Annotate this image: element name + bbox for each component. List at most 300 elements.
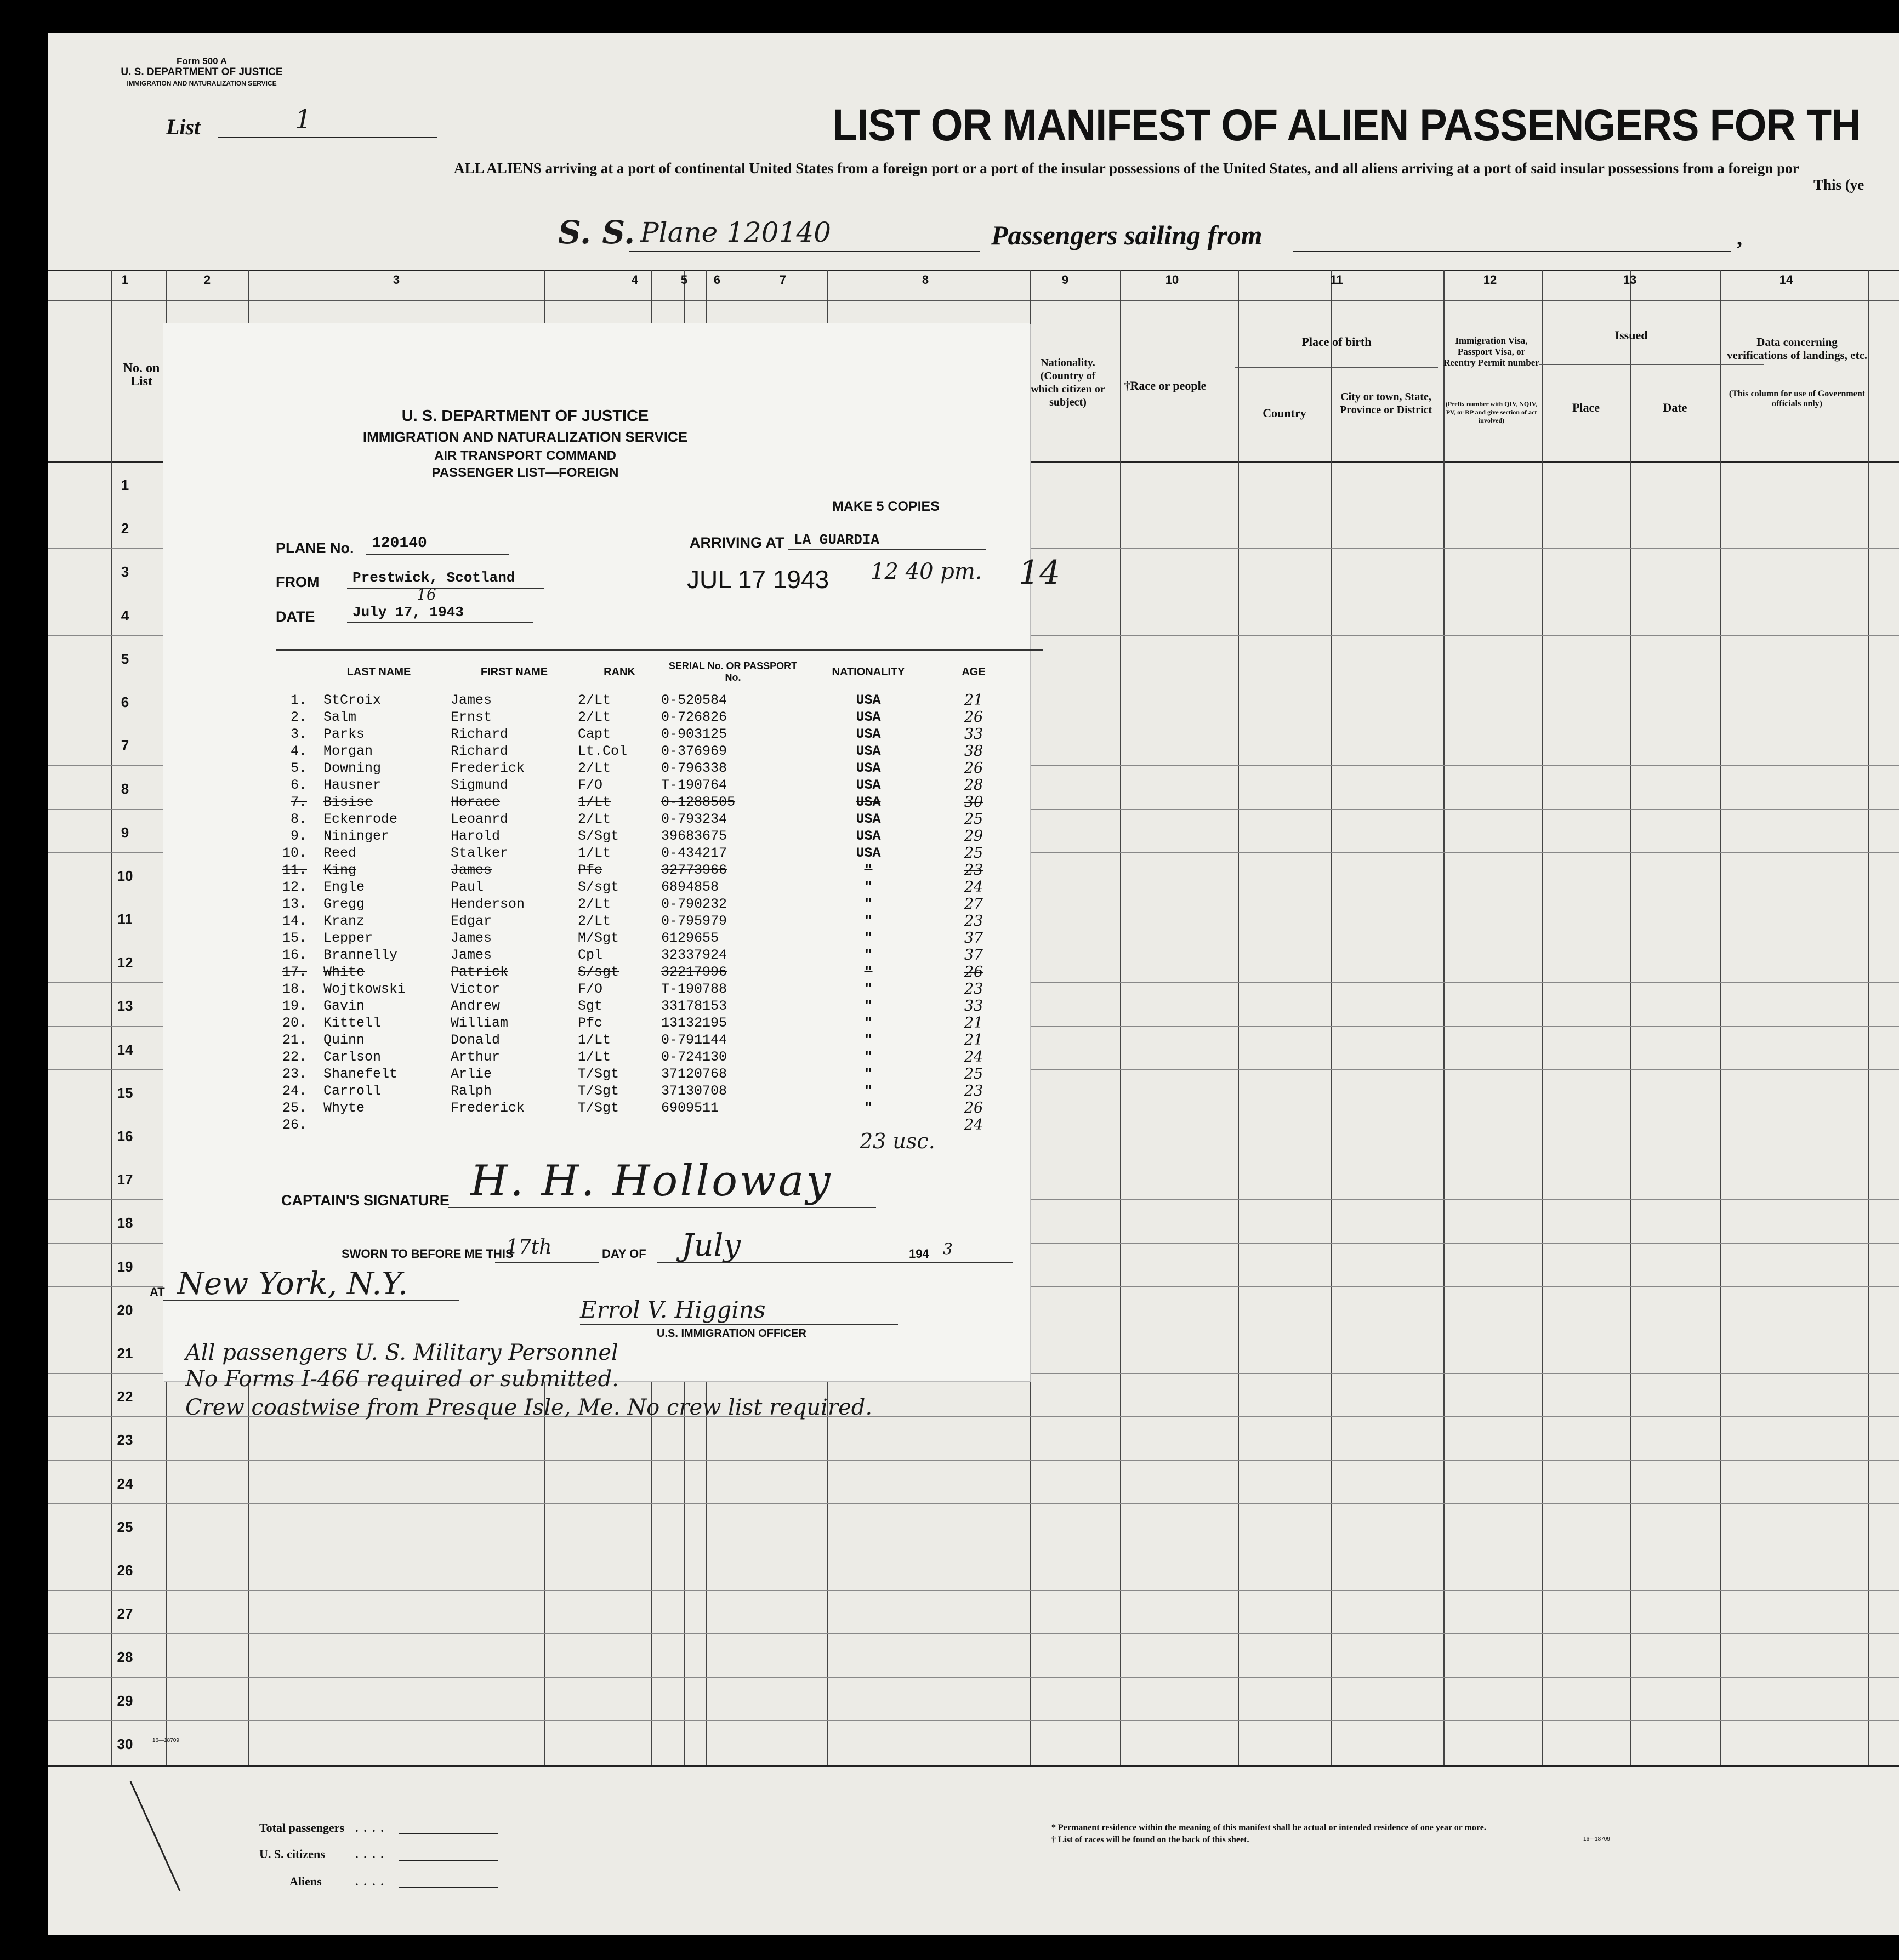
column-number: 12 bbox=[1483, 273, 1497, 287]
passenger-last-name: StCroix bbox=[323, 692, 382, 708]
header-data-concerning: Data concerning verifications of landings, etc. bbox=[1726, 335, 1868, 362]
passenger-serial: 33178153 bbox=[661, 998, 727, 1014]
pob-subrule bbox=[1235, 367, 1438, 368]
passenger-serial: 39683675 bbox=[661, 828, 727, 844]
passenger-first-name: James bbox=[451, 947, 492, 963]
passenger-age: 23 bbox=[964, 862, 983, 879]
header-no-on-list: No. on List bbox=[123, 361, 160, 389]
service-name: IMMIGRATION AND NATURALIZATION SERVICE bbox=[127, 79, 277, 87]
passenger-last-name: Kittell bbox=[323, 1015, 382, 1031]
row-number: 29 bbox=[117, 1693, 133, 1709]
passenger-age: 21 bbox=[964, 692, 983, 709]
passenger-index: 19. bbox=[282, 998, 307, 1014]
passenger-nationality: " bbox=[864, 1015, 873, 1031]
row-number: 8 bbox=[121, 780, 129, 797]
passenger-index: 23. bbox=[282, 1066, 307, 1082]
total-note: 23 usc. bbox=[860, 1129, 935, 1153]
passenger-last-name: Morgan bbox=[323, 743, 373, 759]
passenger-row bbox=[273, 811, 1015, 828]
row-number: 23 bbox=[117, 1432, 133, 1448]
passenger-index: 24. bbox=[282, 1083, 307, 1099]
passenger-serial: 6129655 bbox=[661, 930, 719, 946]
footer-code: 16—18709 bbox=[1583, 1836, 1610, 1842]
passenger-nationality: USA bbox=[856, 828, 881, 844]
row-number: 5 bbox=[121, 651, 129, 667]
passenger-index: 9. bbox=[290, 828, 307, 844]
plane-underline bbox=[366, 554, 509, 555]
column-rule bbox=[111, 270, 112, 1765]
table-bottom-border bbox=[48, 1765, 1899, 1767]
row-number: 16 bbox=[117, 1128, 133, 1144]
row-number: 4 bbox=[121, 607, 129, 624]
passenger-age: 38 bbox=[964, 743, 983, 760]
passenger-nationality: " bbox=[864, 930, 873, 946]
column-number: 8 bbox=[922, 273, 929, 287]
passenger-age: 23 bbox=[964, 913, 983, 930]
passenger-last-name: Hausner bbox=[323, 777, 382, 793]
row-number: 17 bbox=[117, 1171, 133, 1188]
sworn-month: July bbox=[681, 1228, 741, 1263]
passenger-nationality: " bbox=[864, 1100, 873, 1116]
passenger-index: 8. bbox=[290, 811, 307, 827]
passenger-first-name: Patrick bbox=[451, 964, 509, 980]
passenger-nationality: USA bbox=[856, 794, 881, 810]
passenger-age: 28 bbox=[964, 777, 983, 794]
row-number: 2 bbox=[121, 520, 129, 537]
insert-command: AIR TRANSPORT COMMAND bbox=[434, 448, 616, 463]
header-data-note: (This column for use of Government officials only) bbox=[1729, 389, 1866, 408]
passenger-age: 37 bbox=[964, 930, 983, 947]
passenger-serial: 37120768 bbox=[661, 1066, 727, 1082]
row-rule bbox=[48, 1677, 1899, 1678]
passenger-first-name: Arlie bbox=[451, 1066, 492, 1082]
passenger-serial: 0-434217 bbox=[661, 845, 727, 861]
footer-note-residence: * Permanent residence within the meaning of this manifest shall be actual or intended residence of one year or more. bbox=[1051, 1823, 1486, 1832]
passenger-first-name: Henderson bbox=[451, 896, 525, 912]
column-number: 3 bbox=[393, 273, 400, 287]
col-nationality: NATIONALITY bbox=[832, 665, 905, 678]
header-number-rule bbox=[48, 300, 1899, 301]
handwritten-count: 14 bbox=[1019, 554, 1061, 592]
at-value: New York, N.Y. bbox=[177, 1266, 408, 1302]
passenger-index: 10. bbox=[282, 845, 307, 861]
captain-signature: H. H. Holloway bbox=[470, 1156, 833, 1206]
passenger-nationality: USA bbox=[856, 743, 881, 759]
passenger-row bbox=[273, 709, 1015, 726]
column-rule bbox=[1120, 270, 1121, 1765]
passenger-row bbox=[273, 760, 1015, 777]
passenger-nationality: USA bbox=[856, 845, 881, 861]
passenger-index: 17. bbox=[282, 964, 307, 980]
officer-label: U.S. IMMIGRATION OFFICER bbox=[657, 1327, 806, 1340]
passenger-nationality: USA bbox=[856, 760, 881, 776]
col-serial: SERIAL No. OR PASSPORT No. bbox=[668, 660, 798, 683]
passenger-last-name: Eckenrode bbox=[323, 811, 398, 827]
passenger-nationality: " bbox=[864, 862, 873, 878]
passenger-row bbox=[273, 1099, 1015, 1116]
passenger-serial: 0-724130 bbox=[661, 1049, 727, 1065]
passenger-last-name: Carlson bbox=[323, 1049, 382, 1065]
passenger-age: 26 bbox=[964, 1099, 983, 1116]
ss-underline bbox=[629, 251, 980, 252]
passenger-first-name: James bbox=[451, 930, 492, 946]
passenger-serial: 32337924 bbox=[661, 947, 727, 963]
passenger-rank: 1/Lt bbox=[578, 845, 611, 861]
passenger-age: 25 bbox=[964, 1066, 983, 1082]
passenger-index: 26. bbox=[282, 1117, 307, 1133]
row-number: 15 bbox=[117, 1085, 133, 1101]
passenger-row bbox=[273, 1082, 1015, 1099]
passenger-nationality: USA bbox=[856, 709, 881, 725]
passenger-age: 26 bbox=[964, 760, 983, 777]
passenger-row bbox=[273, 692, 1015, 709]
passenger-serial: 0-790232 bbox=[661, 896, 727, 912]
header-date: Date bbox=[1663, 401, 1687, 414]
passenger-first-name: Ralph bbox=[451, 1083, 492, 1099]
passenger-rank: Capt bbox=[578, 726, 611, 742]
sworn-day: 17th bbox=[506, 1236, 552, 1258]
column-rule bbox=[1238, 270, 1239, 1765]
passenger-index: 18. bbox=[282, 981, 307, 997]
passenger-first-name: Richard bbox=[451, 726, 509, 742]
passenger-first-name: Arthur bbox=[451, 1049, 501, 1065]
sworn-day-underline bbox=[495, 1262, 599, 1263]
passenger-serial: T-190788 bbox=[661, 981, 727, 997]
passenger-row bbox=[273, 964, 1015, 981]
us-citizens-label: U. S. citizens bbox=[259, 1847, 325, 1861]
passenger-index: 1. bbox=[290, 692, 307, 708]
passenger-index: 12. bbox=[282, 879, 307, 895]
department-name: U. S. DEPARTMENT OF JUSTICE bbox=[121, 66, 283, 78]
col-first-name: FIRST NAME bbox=[480, 665, 548, 678]
column-number: 5 bbox=[680, 273, 688, 287]
header-visa-note: (Prefix number with QIV, NQIV, PV, or RP and give section of act involved) bbox=[1445, 400, 1538, 424]
passenger-last-name: Downing bbox=[323, 760, 382, 776]
captain-label: CAPTAIN'S SIGNATURE bbox=[281, 1192, 450, 1209]
passenger-last-name: White bbox=[323, 964, 365, 980]
passenger-age: 27 bbox=[964, 896, 983, 913]
passenger-nationality: " bbox=[864, 913, 873, 929]
passenger-rank: 2/Lt bbox=[578, 692, 611, 708]
header-country: Country bbox=[1263, 406, 1306, 420]
passenger-nationality: " bbox=[864, 998, 873, 1014]
passenger-index: 6. bbox=[290, 777, 307, 793]
passenger-row bbox=[273, 1066, 1015, 1082]
col-age: AGE bbox=[962, 665, 986, 678]
column-number: 4 bbox=[631, 273, 639, 287]
col-rank: RANK bbox=[604, 665, 635, 678]
passenger-index: 21. bbox=[282, 1032, 307, 1048]
passenger-index: 7. bbox=[290, 794, 307, 810]
passenger-nationality: " bbox=[864, 879, 873, 895]
citizens-dots: .... bbox=[355, 1847, 389, 1861]
passenger-serial: 13132195 bbox=[661, 1015, 727, 1031]
column-rule bbox=[1630, 270, 1631, 1765]
passenger-first-name: Harold bbox=[451, 828, 501, 844]
passenger-serial: 0-376969 bbox=[661, 743, 727, 759]
aliens-line bbox=[399, 1887, 498, 1888]
passenger-first-name: James bbox=[451, 862, 492, 878]
passenger-rank: F/O bbox=[578, 777, 603, 793]
passenger-nationality: USA bbox=[856, 811, 881, 827]
row-rule bbox=[48, 1503, 1899, 1504]
passenger-nationality: " bbox=[864, 896, 873, 912]
passenger-rank: 2/Lt bbox=[578, 811, 611, 827]
insert-header-rule bbox=[276, 649, 1043, 651]
row-number: 19 bbox=[117, 1258, 133, 1275]
passenger-rank: T/Sgt bbox=[578, 1100, 619, 1116]
passenger-serial: 6909511 bbox=[661, 1100, 719, 1116]
passenger-rank: Pfc bbox=[578, 862, 603, 878]
table-top-border bbox=[48, 270, 1899, 271]
header-visa: Immigration Visa, Passport Visa, or Reentry Permit number bbox=[1443, 335, 1539, 368]
passenger-age: 26 bbox=[964, 709, 983, 726]
passenger-age: 24 bbox=[964, 1116, 983, 1133]
passenger-table bbox=[273, 652, 1015, 1133]
header-race: †Race or people bbox=[1124, 379, 1207, 392]
arriving-underline bbox=[788, 549, 986, 550]
sailing-comma: , bbox=[1737, 225, 1742, 250]
column-rule bbox=[1542, 270, 1543, 1765]
date-label: DATE bbox=[276, 608, 315, 625]
passenger-row bbox=[273, 743, 1015, 760]
passenger-index: 14. bbox=[282, 913, 307, 929]
passenger-last-name: Salm bbox=[323, 709, 357, 725]
officer-underline bbox=[580, 1324, 898, 1325]
passenger-rank: F/O bbox=[578, 981, 603, 997]
row-number: 27 bbox=[117, 1605, 133, 1622]
passenger-row bbox=[273, 777, 1015, 794]
from-value: Prestwick, Scotland bbox=[352, 569, 515, 586]
column-number: 14 bbox=[1779, 273, 1793, 287]
passenger-last-name: Parks bbox=[323, 726, 365, 742]
passenger-rank: 2/Lt bbox=[578, 760, 611, 776]
passenger-rank bbox=[578, 1116, 661, 1133]
passenger-age: 33 bbox=[964, 726, 983, 743]
passenger-nationality: " bbox=[864, 1032, 873, 1048]
passenger-rank: Cpl bbox=[578, 947, 603, 963]
arrival-stamp-date: JUL 17 1943 bbox=[687, 565, 829, 594]
row-number: 18 bbox=[117, 1215, 133, 1231]
header-nationality: Nationality. (Country of which citizen or subject) bbox=[1031, 357, 1105, 408]
plane-label: PLANE No. bbox=[276, 540, 354, 556]
insert-list-type: PASSENGER LIST—FOREIGN bbox=[431, 465, 619, 480]
passenger-age: 25 bbox=[964, 811, 983, 828]
passenger-rank: 2/Lt bbox=[578, 913, 611, 929]
passenger-serial: 6894858 bbox=[661, 879, 719, 895]
passenger-last-name: King bbox=[323, 862, 357, 878]
passenger-last-name: Shanefelt bbox=[323, 1066, 398, 1082]
note-forms: No Forms I-466 required or submitted. bbox=[185, 1366, 619, 1392]
col-last-name: LAST NAME bbox=[346, 665, 411, 678]
passenger-row bbox=[273, 930, 1015, 947]
passenger-index: 15. bbox=[282, 930, 307, 946]
form-number: Form 500 A bbox=[177, 56, 227, 66]
issued-subrule bbox=[1539, 364, 1764, 365]
row-rule bbox=[48, 1590, 1899, 1591]
passenger-row bbox=[273, 828, 1015, 845]
passenger-age: 24 bbox=[964, 1049, 983, 1066]
column-number: 2 bbox=[203, 273, 211, 287]
passenger-nationality: " bbox=[864, 981, 873, 997]
footer-note-races: † List of races will be found on the back of this sheet. bbox=[1051, 1835, 1249, 1844]
list-label: List bbox=[166, 115, 201, 139]
passenger-age: 29 bbox=[964, 828, 983, 845]
row-number: 26 bbox=[117, 1562, 133, 1579]
passenger-age: 30 bbox=[964, 794, 983, 811]
column-rule bbox=[1868, 270, 1869, 1765]
row-number: 20 bbox=[117, 1302, 133, 1318]
passenger-nationality: " bbox=[864, 1049, 873, 1065]
row-number: 10 bbox=[117, 868, 133, 884]
passenger-first-name: Leoanrd bbox=[451, 811, 509, 827]
passenger-row bbox=[273, 998, 1015, 1015]
passenger-rank: 1/Lt bbox=[578, 1049, 611, 1065]
list-underline bbox=[218, 137, 437, 138]
row-number: 9 bbox=[121, 824, 129, 841]
passenger-rank: S/sgt bbox=[578, 964, 619, 980]
passenger-rank: 2/Lt bbox=[578, 896, 611, 912]
passenger-first-name: Frederick bbox=[451, 1100, 525, 1116]
passenger-first-name: Sigmund bbox=[451, 777, 509, 793]
column-number: 1 bbox=[121, 273, 129, 287]
day-of-label: DAY OF bbox=[602, 1247, 646, 1261]
passenger-rank: S/Sgt bbox=[578, 828, 619, 844]
insert-service: IMMIGRATION AND NATURALIZATION SERVICE bbox=[362, 429, 688, 445]
header-place: Place bbox=[1572, 401, 1600, 414]
aliens-label: Aliens bbox=[289, 1874, 322, 1888]
passenger-row bbox=[273, 947, 1015, 964]
passenger-serial: 0-726826 bbox=[661, 709, 727, 725]
ss-value: Plane 120140 bbox=[640, 216, 831, 248]
passenger-serial: 0-796338 bbox=[661, 760, 727, 776]
passenger-index: 5. bbox=[290, 760, 307, 776]
passenger-age: 23 bbox=[964, 1082, 983, 1099]
passenger-rank: T/Sgt bbox=[578, 1083, 619, 1099]
passenger-serial: 0-1288505 bbox=[661, 794, 736, 810]
column-number: 13 bbox=[1623, 273, 1637, 287]
passenger-first-name: Donald bbox=[451, 1032, 501, 1048]
passenger-last-name: Nininger bbox=[323, 828, 390, 844]
passenger-index: 25. bbox=[282, 1100, 307, 1116]
passenger-age: 23 bbox=[964, 981, 983, 998]
arriving-at: LA GUARDIA bbox=[794, 532, 880, 548]
passenger-row bbox=[273, 726, 1015, 743]
passenger-serial: 0-791144 bbox=[661, 1032, 727, 1048]
passenger-last-name: Brannelly bbox=[323, 947, 398, 963]
passenger-last-name: Engle bbox=[323, 879, 365, 895]
passenger-nationality: " bbox=[864, 1066, 873, 1082]
passenger-index: 4. bbox=[290, 743, 307, 759]
passenger-last-name: Kranz bbox=[323, 913, 365, 929]
page-title: LIST OR MANIFEST OF ALIEN PASSENGERS FOR TH bbox=[832, 100, 1861, 150]
passenger-age: 21 bbox=[964, 1015, 983, 1032]
passenger-nationality: USA bbox=[856, 726, 881, 742]
passenger-last-name: Reed bbox=[323, 845, 357, 861]
total-dots: .... bbox=[355, 1821, 389, 1834]
insert-copies: MAKE 5 COPIES bbox=[832, 499, 940, 514]
list-number: 1 bbox=[295, 104, 312, 135]
passenger-first-name: Ernst bbox=[451, 709, 492, 725]
passenger-index: 20. bbox=[282, 1015, 307, 1031]
row-number: 7 bbox=[121, 737, 129, 754]
row-rule bbox=[48, 1720, 1899, 1721]
column-number: 9 bbox=[1061, 273, 1069, 287]
arriving-label: ARRIVING AT bbox=[690, 534, 784, 551]
passenger-last-name: Wojtkowski bbox=[323, 981, 406, 997]
passenger-nationality: " bbox=[864, 1083, 873, 1099]
passenger-rank: 1/Lt bbox=[578, 1032, 611, 1048]
passenger-nationality: USA bbox=[856, 692, 881, 708]
passenger-row bbox=[273, 981, 1015, 998]
passenger-last-name: Gavin bbox=[323, 998, 365, 1014]
passenger-age: 37 bbox=[964, 947, 983, 964]
row-number: 12 bbox=[117, 954, 133, 971]
passenger-serial: 32773966 bbox=[661, 862, 727, 878]
header-issued: Issued bbox=[1614, 328, 1648, 342]
passenger-last-name: Quinn bbox=[323, 1032, 365, 1048]
page-subtitle-2: This (ye bbox=[1813, 176, 1864, 193]
note-military: All passengers U. S. Military Personnel bbox=[185, 1340, 618, 1365]
row-number: 13 bbox=[117, 998, 133, 1014]
passenger-index: 16. bbox=[282, 947, 307, 963]
passenger-nationality: " bbox=[864, 964, 873, 980]
aliens-dots: .... bbox=[355, 1874, 389, 1888]
passenger-first-name: Edgar bbox=[451, 913, 492, 929]
at-underline bbox=[163, 1300, 459, 1301]
note-crew: Crew coastwise from Presque Isle, Me. No crew list required. bbox=[185, 1395, 873, 1420]
passenger-last-name bbox=[307, 1116, 451, 1133]
passenger-rank: T/Sgt bbox=[578, 1066, 619, 1082]
us-citizens-line bbox=[399, 1860, 498, 1861]
passenger-serial bbox=[661, 1116, 805, 1133]
footer-pen-stroke bbox=[125, 1776, 191, 1896]
row-number: 1 bbox=[121, 477, 129, 493]
column-number: 11 bbox=[1330, 273, 1343, 287]
passenger-row bbox=[273, 913, 1015, 930]
officer-signature: Errol V. Higgins bbox=[580, 1296, 766, 1323]
arrival-stamp-time: 12 40 pm. bbox=[871, 559, 982, 584]
passenger-first-name: Richard bbox=[451, 743, 509, 759]
row-rule bbox=[48, 1460, 1899, 1461]
passenger-rank: M/Sgt bbox=[578, 930, 619, 946]
passenger-first-name: Frederick bbox=[451, 760, 525, 776]
row-number: 24 bbox=[117, 1475, 133, 1492]
passenger-last-name: Whyte bbox=[323, 1100, 365, 1116]
ss-label: S. S. bbox=[558, 214, 635, 251]
passenger-first-name bbox=[451, 1116, 578, 1133]
row-number: 30 bbox=[117, 1736, 133, 1752]
passenger-age: 33 bbox=[964, 998, 983, 1015]
passenger-rank: Pfc bbox=[578, 1015, 603, 1031]
passenger-serial: 32217996 bbox=[661, 964, 727, 980]
passenger-first-name: Horace bbox=[451, 794, 501, 810]
passenger-row bbox=[273, 1032, 1015, 1049]
date-correction: 16 bbox=[417, 585, 436, 603]
column-rule bbox=[1030, 270, 1031, 1765]
at-label: AT bbox=[150, 1285, 165, 1299]
passenger-last-name: Carroll bbox=[323, 1083, 382, 1099]
from-underline bbox=[347, 588, 544, 589]
passenger-serial: 0-795979 bbox=[661, 913, 727, 929]
sailing-label: Passengers sailing from bbox=[991, 220, 1263, 250]
year-suffix: 3 bbox=[943, 1240, 953, 1258]
row-number: 22 bbox=[117, 1388, 133, 1405]
plane-number: 120140 bbox=[372, 535, 427, 552]
passenger-first-name: James bbox=[451, 692, 492, 708]
row-number: 3 bbox=[121, 563, 129, 580]
passenger-rank: 2/Lt bbox=[578, 709, 611, 725]
